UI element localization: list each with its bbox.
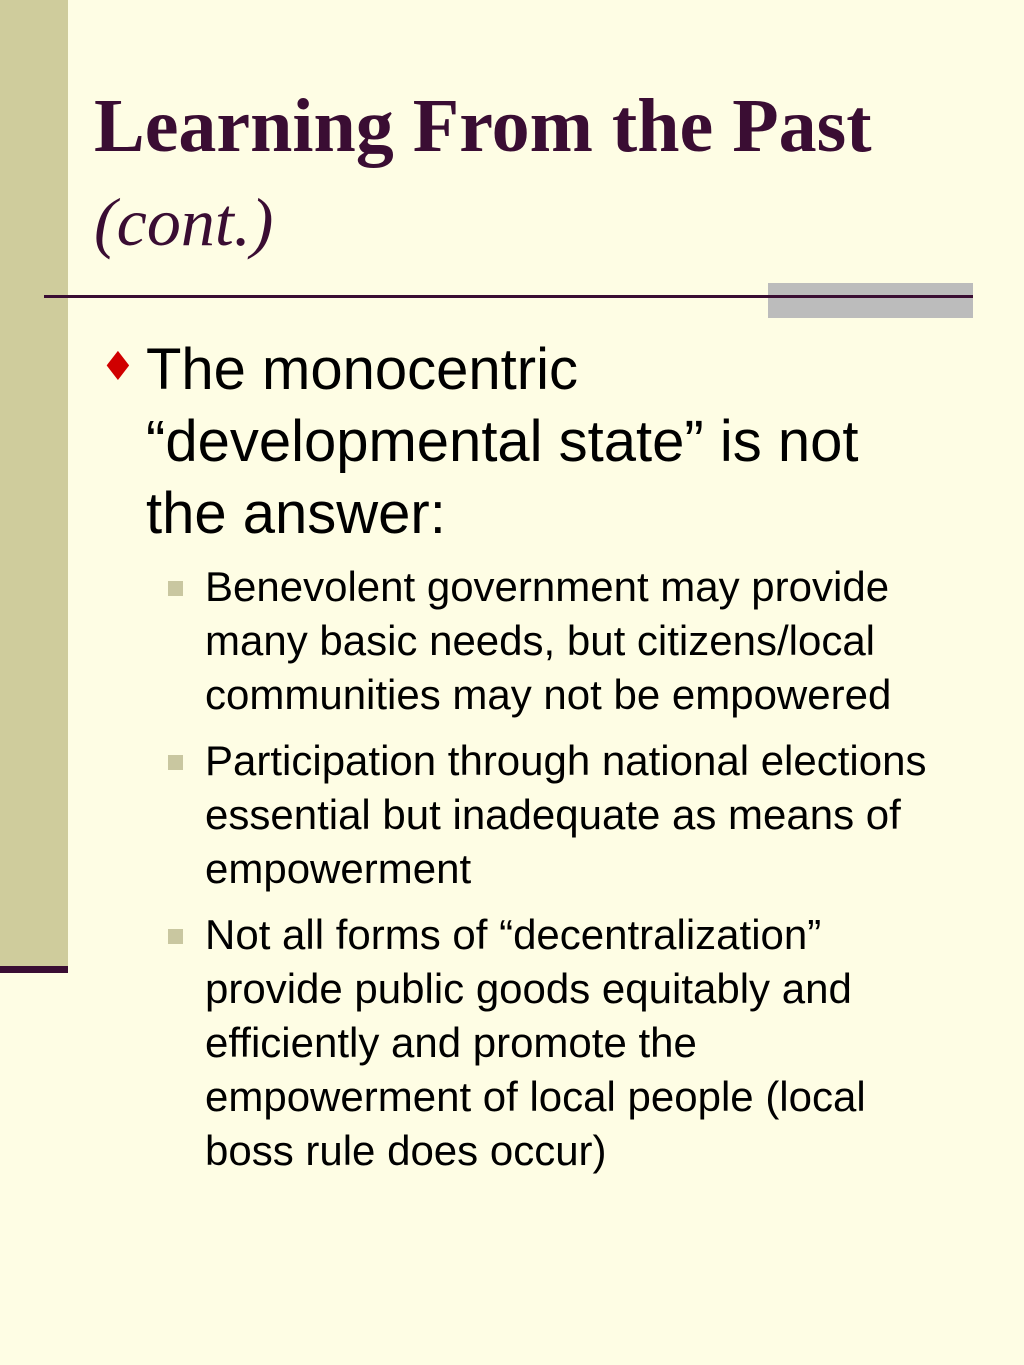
title-rule-accent-block <box>768 283 973 318</box>
main-bullet-text: The monocentric “developmental state” is not the answer: <box>146 337 859 546</box>
sub-bullet-item <box>160 734 960 896</box>
square-bullet-icon <box>168 581 183 596</box>
square-bullet-icon <box>168 929 183 944</box>
diamond-bullet-icon: ♦ <box>100 344 136 390</box>
title-divider-rule-overlay <box>768 295 973 298</box>
slide-title: Learning From the Past <box>94 84 872 168</box>
sub-bullet-list <box>160 560 960 1190</box>
sub-bullet-text: Participation through national elections essential but inadequate as means of empowerment <box>205 737 927 892</box>
slide-title-continued: (cont.) <box>94 184 274 260</box>
sub-bullet-item <box>160 560 960 722</box>
square-bullet-icon <box>168 755 183 770</box>
sub-bullet-item <box>160 908 960 1178</box>
sub-bullet-text: Not all forms of “decentralization” provide public goods equitably and efficiently and promote the empowerment of local people (local boss rule does occur) <box>205 911 866 1174</box>
sub-bullet-text: Benevolent government may provide many basic needs, but citizens/local communities may not be empowered <box>205 563 892 718</box>
main-bullet <box>100 334 920 550</box>
left-accent-underline <box>0 966 68 973</box>
left-accent-bar <box>0 0 68 966</box>
